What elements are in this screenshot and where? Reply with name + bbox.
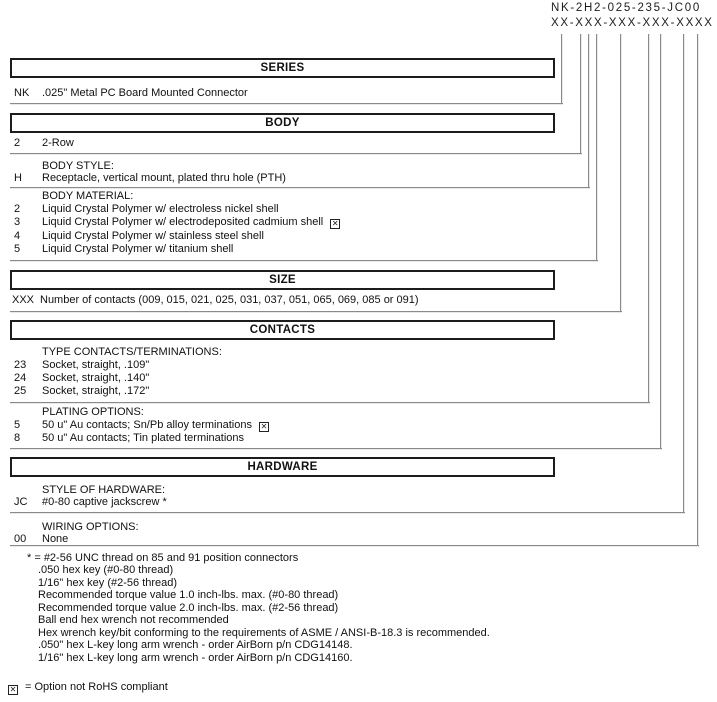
footnote-line: Recommended torque value 1.0 inch-lbs. max. (#0-80 thread) [38,589,339,602]
option-code: 2 [14,137,21,149]
group-label-contact-type: TYPE CONTACTS/TERMINATIONS: [42,346,222,358]
option-row-series [14,87,248,99]
option-code: XXX [12,294,35,306]
option-desc: 50 u" Au contacts; Tin plated terminations [42,432,245,444]
separator-rule-plating [10,448,662,450]
option-code: JC [14,496,28,508]
group-label-body-material: BODY MATERIAL: [42,190,134,202]
legend-text: = Option not RoHS compliant [25,681,168,693]
option-desc: 50 u" Au contacts; Sn/Pb alloy terminations [42,419,252,431]
section-header-hardware: HARDWARE [10,457,555,477]
connector-line-body-style [588,34,590,188]
section-header-size: SIZE [10,270,555,290]
option-code: 8 [14,432,21,444]
connector-line-series [561,34,563,104]
group-label-hardware-style: STYLE OF HARDWARE: [42,484,166,496]
option-desc: 2-Row [42,137,74,149]
not-rohs-icon: ✕ [260,422,268,431]
connector-line-contact-type [648,34,650,403]
section-header-contacts: CONTACTS [10,320,555,340]
option-code: 23 [14,359,27,371]
footnote-line: 1/16" hex key (#2-56 thread) [38,576,178,589]
option-desc: Liquid Crystal Polymer w/ titanium shell [42,243,234,255]
option-desc: Socket, straight, .140" [42,372,150,384]
option-code: 2 [14,203,21,215]
option-row-wiring-00 [14,533,68,545]
option-desc: #0-80 captive jackscrew * [42,496,167,508]
option-desc: Socket, straight, .172" [42,385,150,397]
group-label-wiring: WIRING OPTIONS: [42,521,139,533]
option-row-contact-24 [14,372,149,384]
not-rohs-icon: ✕ [331,219,339,228]
option-row-plating-8 [14,432,244,444]
option-code: 5 [14,419,21,431]
option-row-material-5 [14,243,233,255]
option-code: NK [14,87,30,99]
separator-rule-body-style [10,187,590,189]
group-label-plating: PLATING OPTIONS: [42,406,144,418]
option-desc: .025" Metal PC Board Mounted Connector [42,87,248,99]
connector-line-hardware [683,34,685,513]
separator-rule-body-material [10,260,598,262]
option-desc: Socket, straight, .109" [42,359,150,371]
footnotes [27,552,490,664]
not-rohs-icon: ✕ [9,685,17,694]
option-code: 00 [14,533,27,545]
section-header-series: SERIES [10,58,555,78]
connector-line-plating [660,34,662,449]
option-row-material-3 [14,216,340,229]
separator-rule-body-rows [10,153,582,155]
option-code: 4 [14,230,21,242]
option-row-material-4 [14,230,264,242]
separator-rule-wiring [10,545,699,547]
connector-line-wiring [697,34,699,546]
group-label-body-style: BODY STYLE: [42,160,114,172]
separator-rule-hardware [10,512,685,514]
option-row-hardware-jc [14,496,167,508]
option-row-body-style [14,172,286,184]
option-desc: None [42,533,69,545]
option-row-plating-5 [14,419,269,432]
option-code: 5 [14,243,21,255]
option-code: H [14,172,22,184]
option-row-contact-23 [14,359,149,371]
option-code: 24 [14,372,27,384]
footnote-line: Ball end hex wrench not recommended [38,614,229,627]
option-code: 3 [14,216,21,228]
footnote-lead: * = #2-56 UNC thread on 85 and 91 position connectors [27,552,299,564]
separator-rule-size [10,311,622,313]
footnote-line: .050 hex key (#0-80 thread) [38,564,174,577]
part-number-example: NK-2H2-025-235-JC00 [551,2,701,14]
option-row-material-2 [14,203,279,215]
connector-line-body-rows [580,34,582,154]
option-desc: Receptacle, vertical mount, plated thru hole (PTH) [42,172,286,184]
separator-rule-contact-type [10,402,650,404]
footnote-line: .050" hex L-key long arm wrench - order AirBorn p/n CDG14148. [38,639,353,652]
option-row-contact-25 [14,385,149,397]
option-row-body-rows [14,137,74,149]
option-desc: Liquid Crystal Polymer w/ electroless nickel shell [42,203,279,215]
option-desc: Liquid Crystal Polymer w/ stainless steel shell [42,230,264,242]
footnote-line: Hex wrench key/bit conforming to the requirements of ASME / ANSI-B-18.3 is recommended. [38,626,490,639]
connector-line-body-material [596,34,598,261]
rohs-legend [8,681,168,695]
option-row-size [12,294,419,306]
option-desc: Liquid Crystal Polymer w/ electrodeposited cadmium shell [42,216,324,228]
footnote-line: Recommended torque value 2.0 inch-lbs. max. (#2-56 thread) [38,601,339,614]
option-code: 25 [14,385,27,397]
separator-rule-series [10,103,563,105]
option-desc: Number of contacts (009, 015, 021, 025, 031, 037, 051, 065, 069, 085 or 091) [40,294,419,306]
footnote-line: 1/16" hex L-key long arm wrench - order AirBorn p/n CDG14160. [38,651,353,664]
section-header-body: BODY [10,113,555,133]
part-number-mask: XX-XXX-XXX-XXX-XXXX [551,17,714,29]
connector-line-size [620,34,622,312]
